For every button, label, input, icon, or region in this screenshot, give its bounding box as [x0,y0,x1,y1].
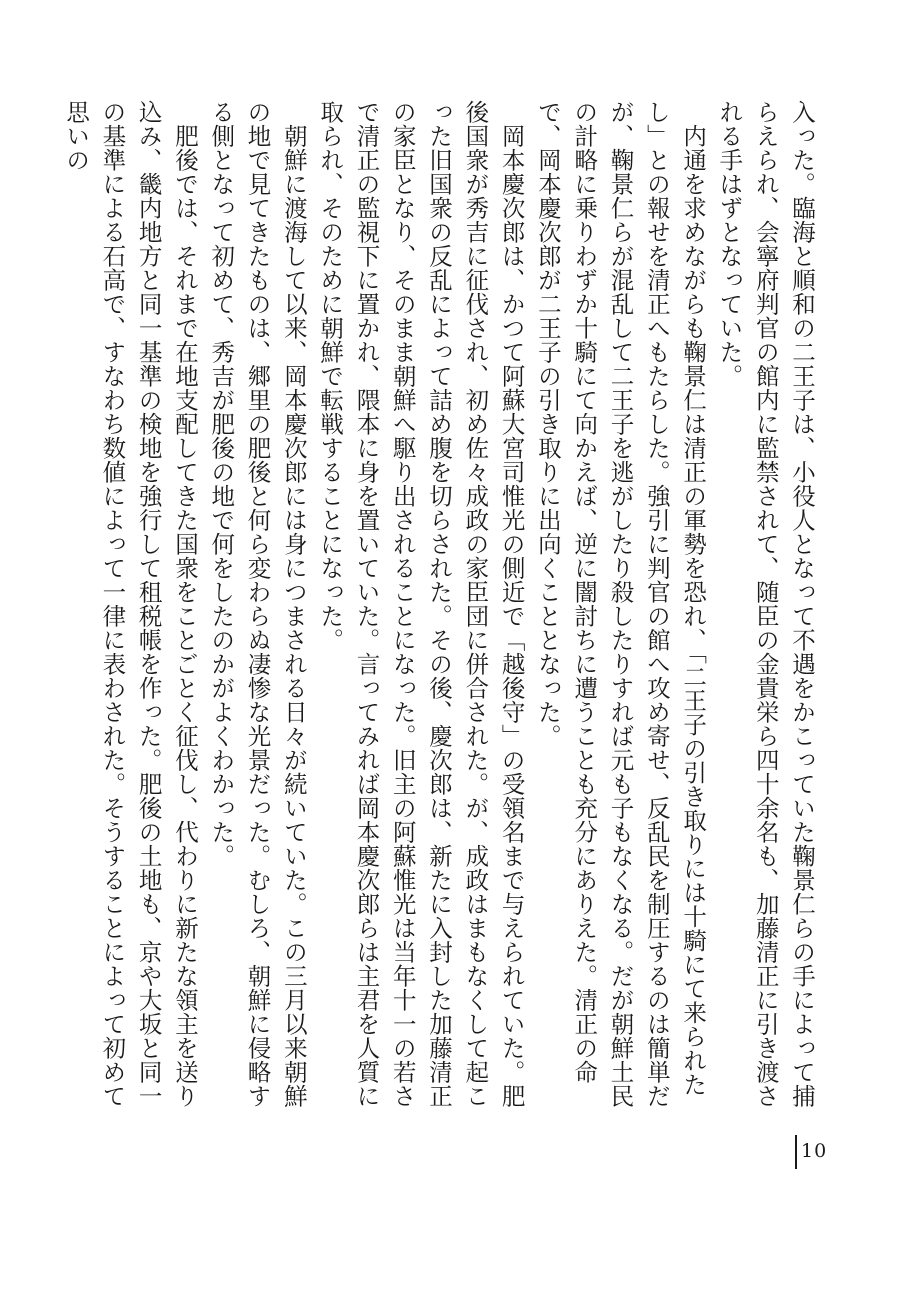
page-number: 10 [801,1140,828,1162]
paragraph-3: 岡本慶次郎は、かつて阿蘇大宮司惟光の側近で「越後守」の受領名まで与えられていた。肥後国衆が秀吉に征伐され、初め佐々成政の家臣団に併合された。が、成政はまもなくして起こった旧国衆の反乱によって詰め腹を切らされた。その後、慶次郎は、新たに入封した加藤清正の家臣となり、そのまま朝鮮へ駆り出されることになった。旧主の阿蘇惟光は当年十一の若さで清正の監視下に置かれ、隈本に身を置いていた。言ってみれば岡本慶次郎らは主君を人質に取られ、そのために朝鮮で転戦することになった。 [316,100,526,1108]
paragraph-4: 朝鮮に渡海して以来、岡本慶次郎には身につまされる日々が続いていた。この三月以来朝鮮の地で見てきたものは、郷里の肥後と何ら変わらぬ凄惨な光景だった。むしろ、朝鮮に侵略する側となって初めて、秀吉が肥後の地で何をしたのかがよくわかった。 [207,100,308,1108]
paragraph-1: 入った。臨海と順和の二王子は、小役人となって不遇をかこっていた鞠景仁らの手によって捕らえられ、会寧府判官の館内に監禁されて、随臣の金貴栄ら四十余名も、加藤清正に引き渡される手はずとなっていた。 [715,100,816,1108]
paragraph-2: 内通を求めながらも鞠景仁は清正の軍勢を恐れ、「二王子の引き取りには十騎にて来られたし」との報せを清正へもたらした。強引に判官の館へ攻め寄せ、反乱民を制圧するのは簡単だが、鞠景仁らが混乱して二王子を逃がしたり殺したりすれば元も子もなくなる。だが朝鮮土民の計略に乗りわずか十騎にて向かえば、逆に闇討ちに遭うことも充分にありえた。清正の命で、岡本慶次郎が二王子の引き取りに出向くこととなった。 [533,100,708,1108]
vertical-text-body [62,100,820,1110]
page-number-divider [795,1135,797,1169]
paragraph-5: 肥後では、それまで在地支配してきた国衆をことごとく征伐し、代わりに新たな領主を送り込み、畿内地方と同一基準の検地を強行して租税帳を作った。肥後の土地も、京や大坂と同一の基準による石高で、すなわち数値によって一律に表わされた。そうすることによって初めて思いの [62,100,199,1108]
